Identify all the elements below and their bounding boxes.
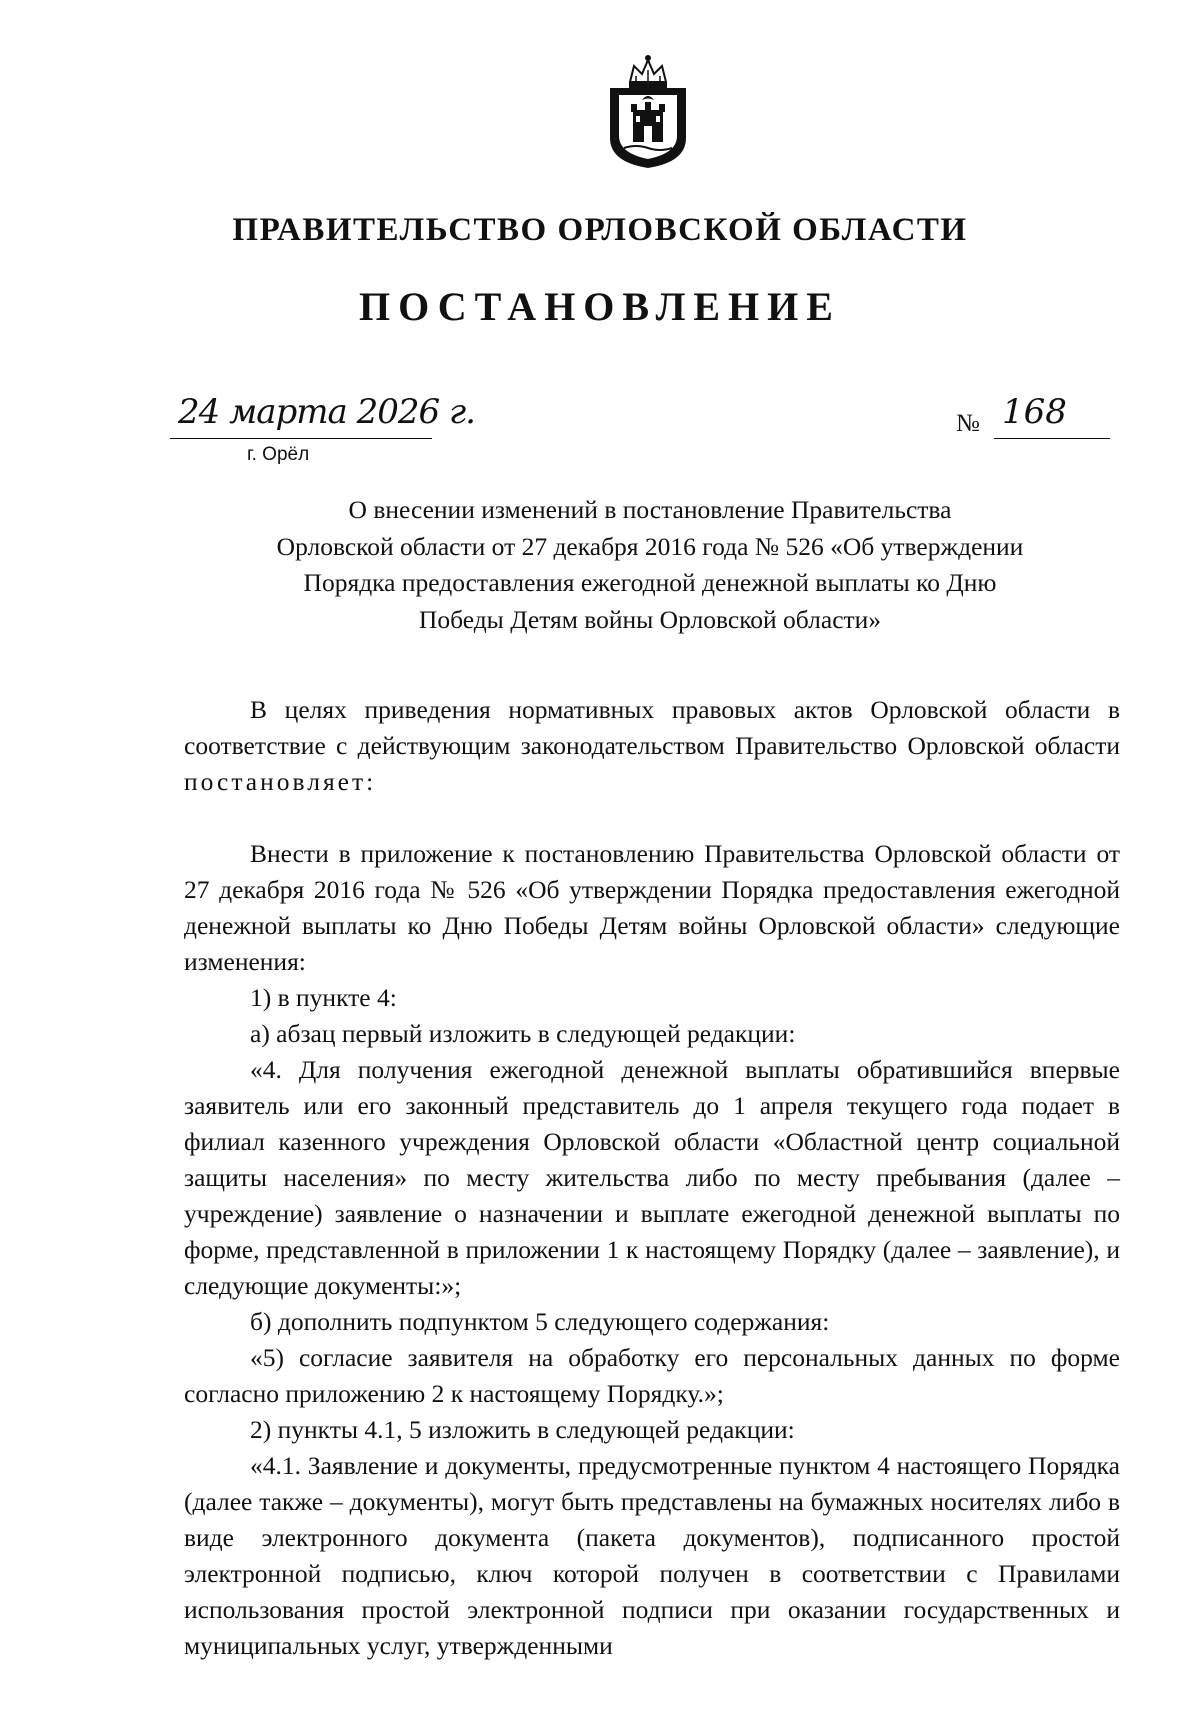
preamble-paragraph [184, 692, 1120, 800]
document-title [180, 492, 1120, 638]
coat-of-arms-icon [602, 52, 694, 170]
handwritten-number: 168 [1002, 392, 1067, 432]
body-paragraph: 1) в пункте 4: [250, 983, 397, 1012]
city-label: г. Орёл [247, 444, 310, 465]
body-paragraph: 2) пункты 4.1, 5 изложить в следующей редакции: [250, 1415, 795, 1444]
preamble-text: В целях приведения нормативных правовых актов Орловской области в соответствие с действующим законодательством Правительство Орловской области [184, 695, 1120, 760]
government-name: ПРАВИТЕЛЬСТВО ОРЛОВСКОЙ ОБЛАСТИ [232, 212, 968, 248]
handwritten-date: 24 марта 2026 г. [178, 392, 475, 432]
title-line: Победы Детям войны Орловской области» [418, 604, 882, 634]
document-body [184, 692, 1120, 1664]
date-underline [170, 438, 432, 439]
title-line: Порядка предоставления ежегодной денежной выплаты ко Дню [303, 568, 997, 597]
decides-word: постановляет: [184, 767, 377, 796]
body-paragraph: б) дополнить подпунктом 5 следующего содержания: [250, 1307, 830, 1336]
body-paragraph: «4.1. Заявление и документы, предусмотренные пунктом 4 настоящего Порядка (далее также – документы), могут быть представлены на бумажных носителях либо в виде электронного документа (пакета документов), подписанного простой электронной подписью, ключ которой получен в соответствии с Правилами использования простой электронной подписи при оказании государственных и муниципальных услуг, утвержденными [184, 1451, 1120, 1660]
title-line: Орловской области от 27 декабря 2016 года № 526 «Об утверждении [276, 531, 1024, 561]
number-label: № [956, 410, 980, 437]
title-line: О внесении изменений в постановление Правительства [348, 495, 952, 524]
body-paragraph: «4. Для получения ежегодной денежной выплаты обратившийся впервые заявитель или его законный представитель до 1 апреля текущего года подает в филиал казенного учреждения Орловской области «Областной центр социальной защиты населения» по месту жительства либо по месту пребывания (далее – учреждение) заявление о назначении и выплате ежегодной денежной выплаты по форме, представленной в приложении 1 к настоящему Порядку (далее – заявление), и следующие документы:»; [184, 1055, 1120, 1300]
body-paragraph: Внести в приложение к постановлению Правительства Орловской области от 27 декабря 2016 года № 526 «Об утверждении Порядка предоставления ежегодной денежной выплаты ко Дню Победы Детям войны Орловской области» следующие изменения: [184, 839, 1120, 976]
number-underline [994, 438, 1110, 439]
document-type: ПОСТАНОВЛЕНИЕ [359, 284, 841, 329]
body-paragraph: а) абзац первый изложить в следующей редакции: [250, 1019, 796, 1048]
body-paragraph: «5) согласие заявителя на обработку его персональных данных по форме согласно приложению 2 к настоящему Порядку.»; [184, 1343, 1120, 1408]
